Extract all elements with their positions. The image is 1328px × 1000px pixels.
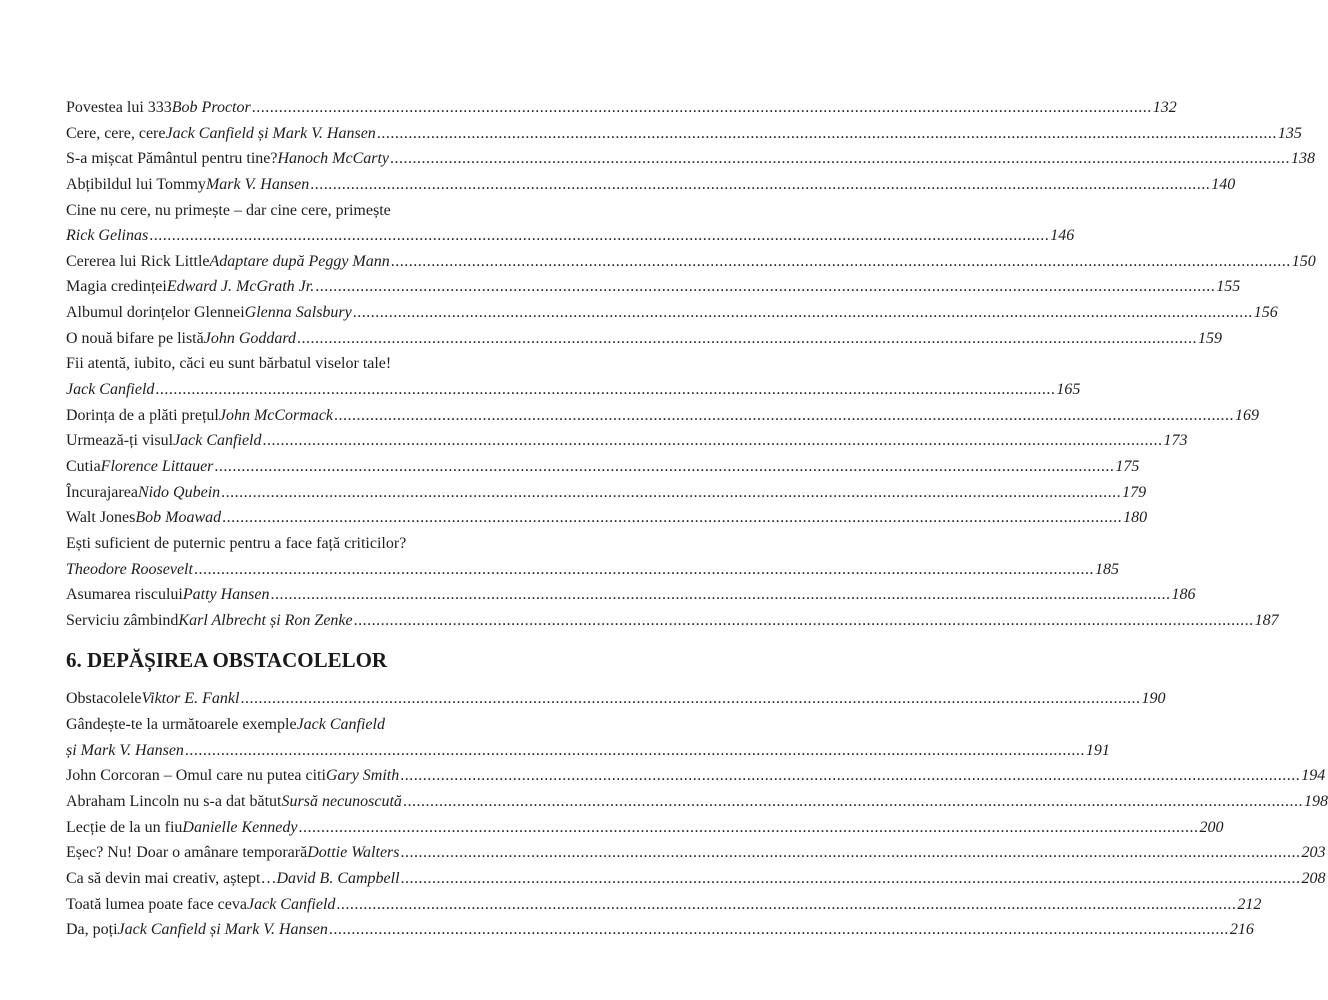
entry-author: Sursă necunoscută: [281, 793, 402, 811]
dot-leader: ........................................................................................................................................................................................................: [352, 304, 1253, 322]
dot-leader: ........................................................................................................................................................................................................: [270, 586, 1171, 604]
page-number: 185: [1094, 560, 1119, 578]
entry-author: Gary Smith: [325, 767, 400, 785]
entry-author: și Mark V. Hansen: [66, 741, 184, 759]
entry-title: Toată lumea poate face ceva: [66, 895, 247, 913]
page-number: 169: [1235, 406, 1260, 424]
dot-leader: ........................................................................................................................................................................................................: [402, 793, 1303, 811]
toc-entry: [66, 815, 1224, 841]
entry-title: Walt Jones: [66, 509, 136, 527]
page-number: 212: [1237, 895, 1262, 913]
entry-title: Fii atentă, iubito, căci eu sunt bărbatul viselor tale!: [66, 355, 392, 373]
toc-entry: [66, 403, 1260, 429]
entry-author: David B. Campbell: [276, 869, 400, 887]
entry-author: Jack Canfield și Mark V. Hansen: [117, 921, 328, 939]
entry-title: Ești suficient de puternic pentru a face față criticilor?: [66, 534, 407, 552]
entry-title: Magia credinței: [66, 278, 167, 296]
page-number: 132: [1152, 99, 1177, 116]
entry-author: Adaptare după Peggy Mann: [209, 252, 390, 270]
entry-title: Lecție de la un fiu: [66, 818, 183, 836]
toc-entry: [66, 789, 1328, 815]
toc-entry-continued: [66, 198, 559, 224]
entry-title: Povestea lui 333: [66, 99, 172, 116]
entry-title: Albumul dorințelor Glennei: [66, 304, 245, 322]
toc-entry: [66, 480, 1147, 506]
entry-title: O nouă bifare pe listă: [66, 329, 204, 347]
entry-author: Viktor E. Fankl: [141, 690, 240, 708]
page-number: 138: [1291, 150, 1316, 168]
dot-leader: ........................................................................................................................................................................................................: [353, 611, 1254, 629]
entry-author: Jack Canfield: [246, 895, 336, 913]
entry-author: John Goddard: [203, 329, 297, 347]
dot-leader: ........................................................................................................................................................................................................: [214, 457, 1115, 475]
entry-author: Bob Moawad: [135, 509, 222, 527]
entry-author: Bob Proctor: [171, 99, 251, 116]
dot-leader: ........................................................................................................................................................................................................: [315, 278, 1216, 296]
toc-entry: [66, 917, 1254, 943]
dot-leader: ........................................................................................................................................................................................................: [328, 921, 1229, 939]
dot-leader: ........................................................................................................................................................................................................: [298, 818, 1199, 836]
entry-title: Gândește-te la următoarele exemple: [66, 716, 297, 734]
toc-entry: [66, 505, 1148, 531]
entry-author: Rick Gelinas: [66, 227, 149, 245]
entry-author: Glenna Salsbury: [244, 304, 352, 322]
toc-entry: [66, 763, 1326, 789]
table-of-contents: [66, 95, 1328, 943]
dot-leader: ........................................................................................................................................................................................................: [155, 381, 1056, 399]
toc-entry: [66, 866, 1326, 892]
toc-entry: [66, 840, 1326, 866]
toc-entry: [66, 274, 1241, 300]
entry-author: Dottie Walters: [307, 844, 400, 862]
entry-title: Ca să devin mai creativ, aștept…: [66, 869, 277, 887]
page-number: 165: [1056, 381, 1081, 399]
page-number: 198: [1303, 793, 1328, 811]
entry-author: Theodore Roosevelt: [66, 560, 193, 578]
entry-title: Eșec? Nu! Doar o amânare temporară: [66, 844, 308, 862]
toc-entry: [66, 249, 1316, 275]
entry-author: Danielle Kennedy: [182, 818, 298, 836]
page-number: 194: [1301, 767, 1326, 785]
chapter-heading: 6. DEPĂȘIREA OBSTACOLELOR: [66, 648, 388, 673]
toc-entry: [66, 557, 1119, 583]
toc-entry: [66, 121, 1302, 147]
entry-author: Jack Canfield: [296, 716, 385, 734]
dot-leader: ........................................................................................................................................................................................................: [334, 406, 1235, 424]
entry-author: Florence Littauer: [100, 457, 214, 475]
toc-entry-continued: [66, 351, 559, 377]
dot-leader: ........................................................................................................................................................................................................: [336, 895, 1237, 913]
page-number: 191: [1085, 741, 1110, 759]
page-number: 173: [1163, 432, 1188, 450]
page-number: 159: [1198, 329, 1223, 347]
entry-title: Încurajarea: [66, 483, 138, 501]
page-number: 208: [1301, 869, 1326, 887]
dot-leader: ........................................................................................................................................................................................................: [221, 483, 1122, 501]
entry-title: Serviciu zâmbind: [66, 611, 179, 629]
dot-leader: ........................................................................................................................................................................................................: [262, 432, 1163, 450]
entry-author: Mark V. Hansen: [205, 175, 310, 193]
page-number: 135: [1277, 124, 1302, 142]
page-number: 150: [1291, 252, 1316, 270]
page-number: 180: [1123, 509, 1148, 527]
page-number: 155: [1216, 278, 1241, 296]
entry-title: Abraham Lincoln nu s-a dat bătut: [66, 793, 282, 811]
entry-title: Cine nu cere, nu primește – dar cine cere, primește: [66, 201, 391, 219]
page-number: 156: [1253, 304, 1278, 322]
entry-author: Edward J. McGrath Jr.: [166, 278, 315, 296]
page-number: 203: [1301, 844, 1326, 862]
dot-leader: ........................................................................................................................................................................................................: [400, 767, 1301, 785]
dot-leader: ........................................................................................................................................................................................................: [310, 175, 1211, 193]
dot-leader: ........................................................................................................................................................................................................: [149, 227, 1050, 245]
dot-leader: ........................................................................................................................................................................................................: [251, 99, 1152, 116]
toc-entry: [66, 95, 1177, 121]
page-number: 179: [1122, 483, 1147, 501]
entry-title: Urmează-ți visul: [66, 432, 174, 450]
page-number: 175: [1115, 457, 1140, 475]
toc-entry: [66, 377, 1081, 403]
toc-entry: [66, 146, 1316, 172]
entry-title: Dorința de a plăti prețul: [66, 406, 219, 424]
toc-entry: [66, 172, 1236, 198]
toc-entry: [66, 454, 1140, 480]
entry-author: John McCormack: [218, 406, 334, 424]
toc-entry: [66, 582, 1196, 608]
entry-author: Nido Qubein: [137, 483, 221, 501]
toc-entry-continued: [66, 712, 559, 738]
dot-leader: ........................................................................................................................................................................................................: [376, 124, 1277, 142]
toc-entry: [66, 300, 1278, 326]
dot-leader: ........................................................................................................................................................................................................: [193, 560, 1094, 578]
toc-entry: [66, 738, 1110, 764]
page-number: 187: [1254, 611, 1279, 629]
entry-title: John Corcoran – Omul care nu putea citi: [66, 767, 326, 785]
entry-author: Patty Hansen: [182, 586, 270, 604]
entry-title: S-a mișcat Pământul pentru tine?: [66, 150, 278, 168]
dot-leader: ........................................................................................................................................................................................................: [390, 252, 1291, 270]
toc-entry: [66, 686, 1166, 712]
dot-leader: ........................................................................................................................................................................................................: [400, 869, 1301, 887]
entry-title: Obstacolele: [66, 690, 142, 708]
dot-leader: ........................................................................................................................................................................................................: [240, 690, 1141, 708]
entry-author: Jack Canfield și Mark V. Hansen: [165, 124, 376, 142]
toc-entry: [66, 326, 1223, 352]
toc-entry-continued: [66, 531, 559, 557]
dot-leader: ........................................................................................................................................................................................................: [390, 150, 1291, 168]
entry-title: Cutia: [66, 457, 101, 475]
entry-author: Karl Albrecht și Ron Zenke: [178, 611, 353, 629]
dot-leader: ........................................................................................................................................................................................................: [400, 844, 1301, 862]
dot-leader: ........................................................................................................................................................................................................: [222, 509, 1123, 527]
entry-title: Abțibildul lui Tommy: [66, 175, 206, 193]
entry-author: Jack Canfield: [173, 432, 262, 450]
page-number: 190: [1141, 690, 1166, 708]
entry-author: Jack Canfield: [66, 381, 155, 399]
page-number: 186: [1171, 586, 1196, 604]
entry-title: Cererea lui Rick Little: [66, 252, 210, 270]
toc-entry: [66, 223, 1075, 249]
entry-author: Hanoch McCarty: [277, 150, 390, 168]
entry-title: Cere, cere, cere: [66, 124, 166, 142]
page-number: 200: [1199, 818, 1224, 836]
page-number: 146: [1050, 227, 1075, 245]
page-number: 216: [1229, 921, 1254, 939]
toc-entry: [66, 892, 1262, 918]
entry-title: Asumarea riscului: [66, 586, 183, 604]
dot-leader: ........................................................................................................................................................................................................: [184, 741, 1085, 759]
toc-entry: [66, 608, 1279, 634]
page-number: 140: [1211, 175, 1236, 193]
toc-entry: [66, 428, 1188, 454]
dot-leader: ........................................................................................................................................................................................................: [297, 329, 1198, 347]
entry-title: Da, poți: [66, 921, 118, 939]
